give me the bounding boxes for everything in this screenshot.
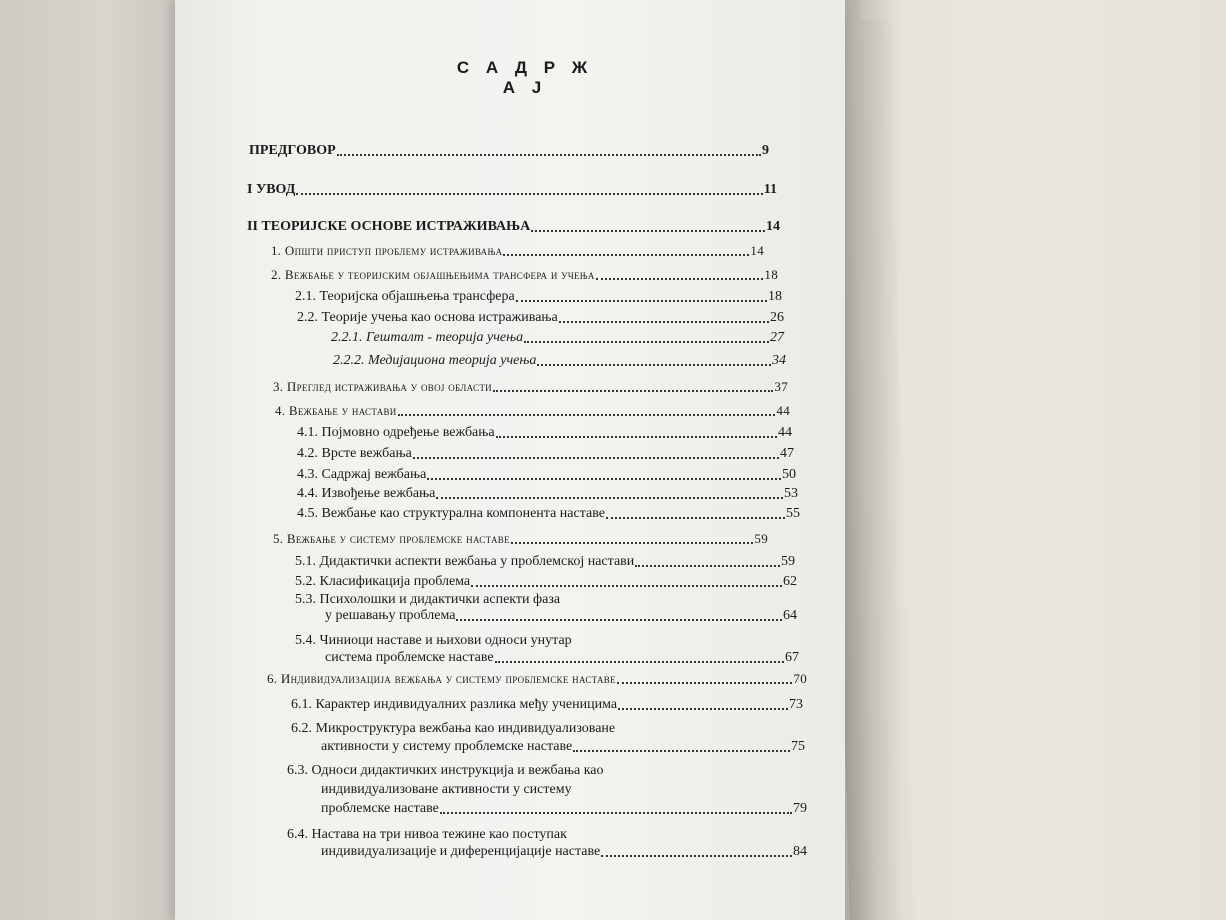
toc-entry-line1: 6.4. Настава на три нивоа тежине као поступак xyxy=(287,827,567,842)
book-page xyxy=(175,0,845,920)
toc-entry-line1: 6.2. Микроструктура вежбања као индивидуализоване xyxy=(291,721,616,736)
leader-dots xyxy=(296,193,762,195)
toc-entry-foreword xyxy=(249,142,769,160)
toc-entry: 6. Индивидуализација вежбања у систему проблемске наставе 70 xyxy=(267,671,807,686)
toc-entry: система проблемске наставе 67 xyxy=(325,650,799,665)
toc-entry: 4.3. Садржај вежбања 50 xyxy=(297,467,796,482)
toc-entry: 2.2.2. Медијациона теорија учења 34 xyxy=(333,353,786,368)
toc-entry: проблемске наставе 79 xyxy=(321,801,807,816)
table-of-contents xyxy=(175,0,845,920)
page-shadow xyxy=(840,0,900,920)
toc-entry: индивидуализације и диференцијације наставе 84 xyxy=(321,844,807,859)
toc-entry: 6.1. Карактер индивидуалних разлика међу ученицима 73 xyxy=(291,697,803,712)
toc-entry-label: ПРЕДГОВОР xyxy=(249,143,336,158)
toc-entry: 4. Вежбање у настави 44 xyxy=(275,403,790,418)
toc-entry: активности у систему проблемске наставе 75 xyxy=(321,739,805,754)
toc-entry: 4.2. Врсте вежбања 47 xyxy=(297,446,794,461)
toc-entry: 4.5. Вежбање као структурална компонента наставе 55 xyxy=(297,506,800,521)
background-right xyxy=(860,0,1226,920)
toc-entry-line1: 6.3. Односи дидактичких инструкција и вежбања као xyxy=(287,763,604,778)
toc-entry-part-2 xyxy=(247,218,780,236)
toc-entry: 1. Општи приступ проблему истраживања 14 xyxy=(271,243,764,258)
toc-entry-line1: 5.3. Психолошки и дидактички аспекти фаза xyxy=(295,592,561,607)
toc-entry-line2: индивидуализоване активности у систему xyxy=(321,782,572,797)
toc-entry-label: I УВОД xyxy=(247,182,296,197)
toc-entry: 4.4. Извођење вежбања 53 xyxy=(297,486,798,501)
toc-entry: 2.1. Теоријска објашњења трансфера 18 xyxy=(295,289,782,304)
toc-entry: 5. Вежбање у систему проблемске наставе 59 xyxy=(273,531,768,546)
toc-entry-intro xyxy=(247,181,777,199)
toc-entry: 2. Вежбање у теоријским објашњењима трансфера и учења 18 xyxy=(271,267,778,282)
leader-dots xyxy=(337,154,761,156)
toc-entry-page: 14 xyxy=(766,219,780,234)
toc-entry-page: 11 xyxy=(763,182,777,197)
toc-entry-line1: 5.4. Чиниоци наставе и њихови односи унутар xyxy=(295,633,572,648)
toc-entry: у решавању проблема 64 xyxy=(325,608,797,623)
leader-dots xyxy=(531,230,765,232)
toc-entry: 4.1. Појмовно одређење вежбања 44 xyxy=(297,425,792,440)
toc-entry: 2.2. Теорије учења као основа истраживања 26 xyxy=(297,310,784,325)
toc-entry-label: II ТЕОРИЈСКЕ ОСНОВЕ ИСТРАЖИВАЊА xyxy=(247,219,531,234)
toc-entry-page: 9 xyxy=(762,143,769,158)
toc-entry: 3. Преглед истраживања у овој области 37 xyxy=(273,379,788,394)
toc-entry: 5.1. Дидактички аспекти вежбања у проблемској настави 59 xyxy=(295,554,795,569)
toc-title: С А Д Р Ж А Ј xyxy=(456,58,594,97)
toc-entry: 2.2.1. Гешталт - теорија учења 27 xyxy=(331,330,784,345)
background-left xyxy=(0,0,180,920)
toc-entry: 5.2. Класификација проблема 62 xyxy=(295,574,797,589)
